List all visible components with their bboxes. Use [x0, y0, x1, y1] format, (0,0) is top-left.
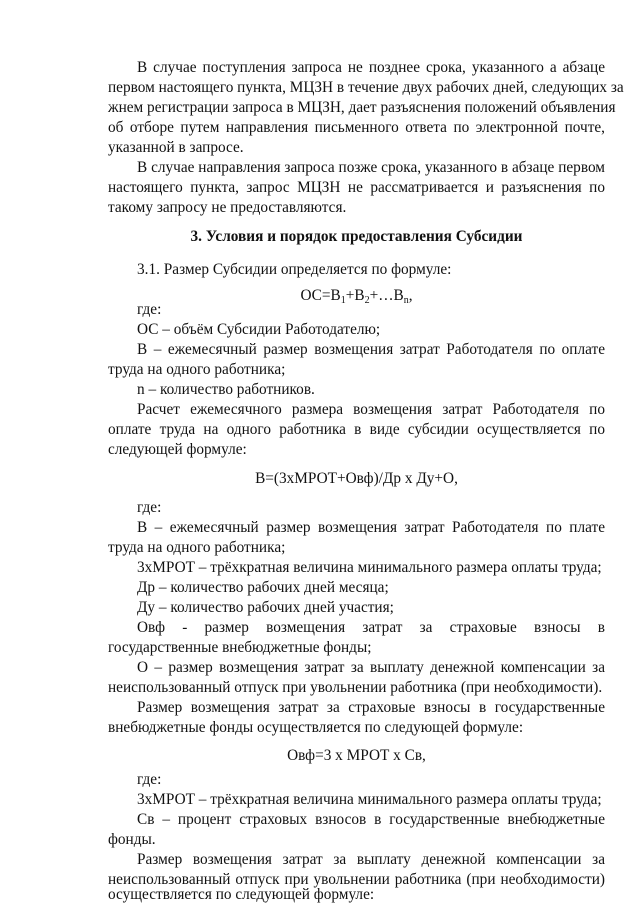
paragraph-line: первом настоящего пункта, МЦЗН в течение двух рабочих дней, следующих за: [108, 79, 624, 96]
paragraph-line: жнем регистрации запроса в МЦЗН, дает разъяснения положений объявления: [108, 99, 616, 116]
paragraph-line: осуществляется по следующей формуле:: [108, 886, 375, 903]
paragraph-line: В случае поступления запроса не позднее срока, указанного а абзаце: [137, 59, 605, 76]
paragraph-line: внебюджетные фонды осуществляется по следующей формуле:: [108, 719, 524, 736]
paragraph-line: В случае направления запроса позже срока, указанного в абзаце первом: [137, 159, 605, 176]
paragraph-line: настоящего пункта, запрос МЦЗН не рассматривается и разъяснения по: [108, 179, 605, 196]
paragraph-line: указанной в запросе.: [108, 139, 244, 156]
paragraph-line: Расчет ежемесячного размера возмещения затрат Работодателя по: [137, 401, 605, 418]
formula-subscript: n: [403, 295, 409, 306]
formula-subscript: 2: [364, 295, 370, 306]
definition-ovf: Овф - размер возмещения затрат за страховые взносы в: [137, 619, 605, 636]
definition-sv-cont: фонды.: [108, 831, 156, 848]
definition-du: Ду – количество рабочих дней участия;: [137, 599, 394, 616]
paragraph-line: Размер возмещения затрат за выплату денежной компенсации за: [137, 851, 605, 868]
paragraph-line: такому запросу не предоставляются.: [108, 199, 347, 216]
definition-mrot: 3хМРОТ – трёхкратная величина минимального размера оплаты труда;: [137, 791, 602, 808]
formula-part: +В: [345, 287, 365, 304]
where-label: где:: [137, 771, 162, 788]
paragraph-line: следующей формуле:: [108, 441, 247, 458]
definition-n: n – количество работников.: [137, 381, 315, 398]
paragraph-line: оплате труда на одного работника в виде субсидии осуществляется по: [108, 421, 605, 438]
definition-os: ОС – объём Субсидии Работодателю;: [137, 321, 381, 338]
definition-sv: Св – процент страховых взносов в государственные внебюджетные: [137, 811, 605, 828]
formula-part: +…В: [369, 287, 404, 304]
clause-3-1: 3.1. Размер Субсидии определяется по формуле:: [137, 261, 452, 278]
definition-b-cont: труда на одного работника;: [108, 539, 286, 556]
formula-part: ,: [408, 287, 413, 304]
paragraph-line: об отборе путем направления письменного ответа по электронной почте,: [108, 119, 605, 136]
definition-o: О – размер возмещения затрат за выплату денежной компенсации за: [137, 659, 605, 676]
formula-subscript: 1: [340, 295, 346, 306]
definition-o-cont: неиспользованный отпуск при увольнении работника (при необходимости).: [108, 679, 603, 696]
formula-ovf: Овф=3 х МРОТ х Св,: [287, 747, 426, 764]
paragraph-line: неиспользованный отпуск при увольнении работника (при необходимости): [108, 871, 605, 888]
section-heading: 3. Условия и порядок предоставления Субсидии: [190, 228, 523, 245]
definition-b: В – ежемесячный размер возмещения затрат Работодателя по оплате: [137, 341, 605, 358]
definition-dr: Др – количество рабочих дней месяца;: [137, 579, 389, 596]
formula-monthly: В=(3хМРОТ+Овф)/Др х Ду+О,: [255, 470, 458, 487]
paragraph-line: Размер возмещения затрат за страховые взносы в государственные: [137, 699, 605, 716]
formula-part: ОС=В: [300, 287, 341, 304]
where-label: где:: [137, 499, 162, 516]
definition-b: В – ежемесячный размер возмещения затрат Работодателя по плате: [137, 519, 605, 536]
definition-mrot: 3хМРОТ – трёхкратная величина минимального размера оплаты труда;: [137, 559, 602, 576]
definition-ovf-cont: государственные внебюджетные фонды;: [108, 639, 372, 656]
where-label: где:: [137, 301, 162, 318]
definition-b-cont: труда на одного работника;: [108, 361, 286, 378]
